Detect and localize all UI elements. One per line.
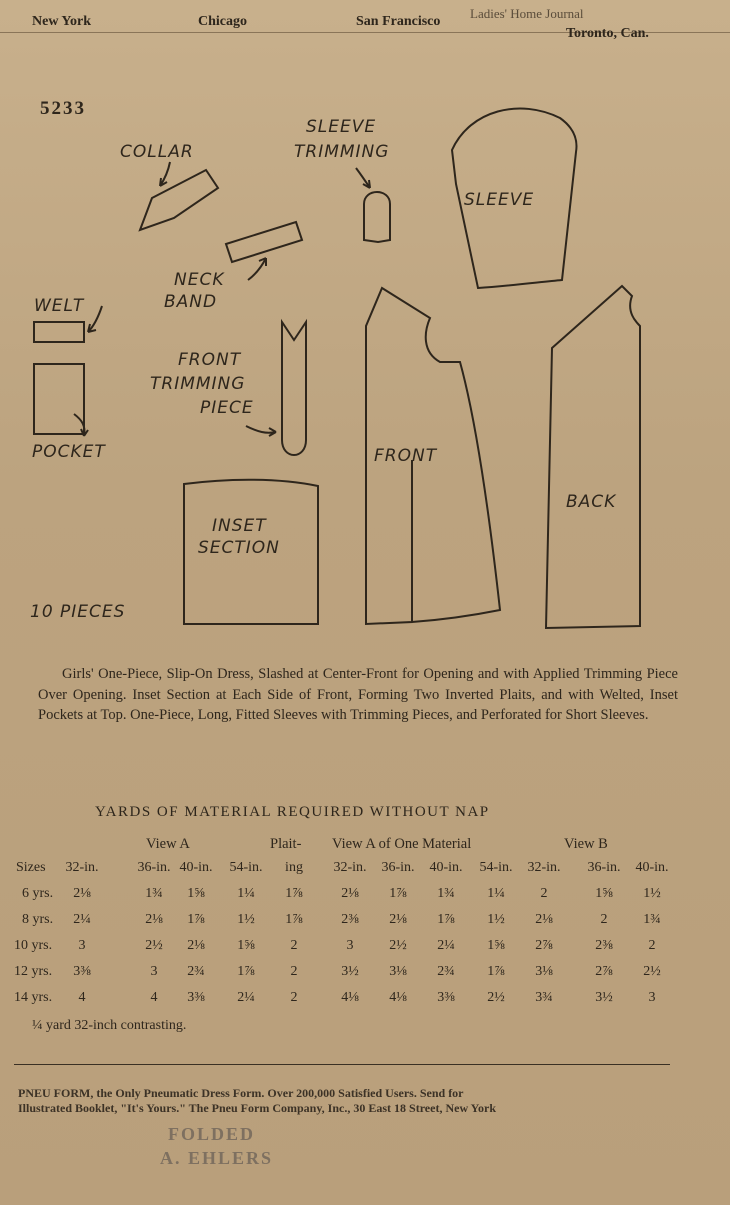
yardage-cell: 2 — [290, 964, 298, 979]
label-front-trimming-1: FRONT — [178, 350, 242, 370]
yardage-cell: 2 — [540, 886, 548, 901]
yardage-cell: 1¾ — [145, 886, 163, 901]
label-neck-band-2: BAND — [164, 292, 218, 312]
yardage-cell: 4 — [150, 990, 158, 1005]
yardage-cell: 3⅛ — [535, 964, 553, 979]
yardage-cell: 2⅞ — [535, 938, 553, 953]
yardage-cell: 3⅜ — [73, 964, 91, 979]
welt-arrow — [88, 306, 102, 332]
yardage-cell: 4⅛ — [341, 990, 359, 1005]
yardage-cell: 2⅛ — [187, 938, 205, 953]
contrasting-note: ¼ yard 32-inch contrasting. — [32, 1018, 187, 1033]
yardage-cell: 1½ — [643, 886, 661, 901]
yardage-cell: 2¾ — [437, 964, 455, 979]
yardage-cell: 1⅞ — [285, 886, 303, 901]
city-toronto: Toronto, Can. — [566, 26, 649, 41]
back-piece — [546, 286, 640, 628]
yardage-cell: 3 — [346, 938, 354, 953]
column-header: 36-in. — [587, 860, 621, 875]
column-header: 32-in. — [65, 860, 99, 875]
yardage-cell: 1¼ — [487, 886, 505, 901]
collar-piece — [140, 170, 218, 230]
sizes-header: Sizes — [16, 860, 46, 875]
yardage-cell: 1⅞ — [437, 912, 455, 927]
pocket-arrow — [74, 414, 88, 436]
sleeve-trimming-arrow — [356, 168, 370, 188]
divider-rule — [14, 1064, 670, 1065]
yardage-cell: 2⅛ — [73, 886, 91, 901]
yardage-cell: 2⅛ — [341, 886, 359, 901]
yardage-cell: 2⅛ — [535, 912, 553, 927]
yardage-cell: 1¼ — [237, 886, 255, 901]
yardage-cell: 1¾ — [437, 886, 455, 901]
label-inset-2: SECTION — [198, 538, 280, 558]
yardage-cell: 2¼ — [237, 990, 255, 1005]
yardage-cell: 3½ — [341, 964, 359, 979]
column-header: 32-in. — [527, 860, 561, 875]
stamp-folded: FOLDED — [168, 1124, 256, 1144]
yardage-cell: 2½ — [643, 964, 661, 979]
yardage-cell: 3⅜ — [437, 990, 455, 1005]
yardage-cell: 1⅞ — [285, 912, 303, 927]
yardage-cell: 3 — [150, 964, 158, 979]
stamp-name: A. EHLERS — [160, 1148, 274, 1168]
yardage-cell: 3 — [648, 990, 656, 1005]
yardage-title: YARDS OF MATERIAL REQUIRED WITHOUT NAP — [95, 804, 490, 820]
yardage-cell: 2½ — [487, 990, 505, 1005]
column-header: 40-in. — [429, 860, 463, 875]
yardage-cell: 2 — [290, 990, 298, 1005]
label-sleeve-trimming-1: SLEEVE — [306, 117, 377, 137]
label-front-trimming-2: TRIMMING — [150, 374, 246, 394]
front-trimming-piece — [282, 322, 306, 455]
label-pocket: POCKET — [32, 442, 106, 462]
yardage-cell: 2½ — [389, 938, 407, 953]
yardage-cell: 4 — [78, 990, 86, 1005]
pattern-description: Girls' One-Piece, Slip-On Dress, Slashed at Center-Front for Opening and with Applied Trimming Piece Over Opening. Inset Section at Each Side of Front, Forming Two Inverted Plaits, and with Welted, Inset Pockets at Top. One-Piece, Long, Fitted Sleeves with Trimming Pieces, and Perforated for Short Sleeves. — [38, 666, 678, 723]
size-label: 10 yrs. — [14, 938, 53, 953]
label-neck-band-1: NECK — [174, 270, 225, 290]
label-sleeve-trimming-2: TRIMMING — [294, 142, 390, 162]
label-collar: COLLAR — [120, 142, 194, 162]
size-label: 6 yrs. — [22, 886, 54, 901]
yardage-cell: 2½ — [145, 938, 163, 953]
neck-band-arrow — [248, 258, 266, 280]
front-trimming-arrow — [246, 426, 276, 436]
yardage-cell: 3 — [78, 938, 86, 953]
column-header: 54-in. — [479, 860, 513, 875]
yardage-cell: 2¼ — [437, 938, 455, 953]
yardage-cell: 1⅞ — [187, 912, 205, 927]
yardage-cell: 4⅛ — [389, 990, 407, 1005]
label-inset-1: INSET — [212, 516, 267, 536]
yardage-cell: 3¾ — [535, 990, 553, 1005]
label-back: BACK — [566, 492, 617, 512]
yardage-cell: 2¾ — [187, 964, 205, 979]
yardage-cell: 1⅝ — [487, 938, 505, 953]
welt-piece — [34, 322, 84, 342]
yardage-cell: 2⅛ — [145, 912, 163, 927]
yardage-cell: 2 — [290, 938, 298, 953]
advert-line-1: PNEU FORM, the Only Pneumatic Dress Form. Over 200,000 Satisfied Users. Send for — [18, 1086, 464, 1100]
advert-line-2: Illustrated Booklet, "It's Yours." The Pneu Form Company, Inc., 30 East 18 Street, New York — [18, 1101, 496, 1115]
yardage-cell: 1¾ — [643, 912, 661, 927]
yardage-cell: 2 — [600, 912, 608, 927]
yardage-cell: 2⅛ — [389, 912, 407, 927]
yardage-cell: 2 — [648, 938, 656, 953]
collar-arrow — [160, 162, 170, 186]
sleeve-trimming-piece — [364, 192, 390, 242]
column-header: 32-in. — [333, 860, 367, 875]
group-plaiting-1: Plait- — [270, 836, 302, 852]
size-label: 12 yrs. — [14, 964, 53, 979]
column-header: 54-in. — [229, 860, 263, 875]
column-header: 40-in. — [179, 860, 213, 875]
yardage-cell: 1⅞ — [237, 964, 255, 979]
group-view-a: View A — [146, 836, 190, 852]
yardage-cell: 1⅞ — [487, 964, 505, 979]
yardage-cell: 3⅜ — [187, 990, 205, 1005]
yardage-cell: 2⅜ — [595, 938, 613, 953]
label-welt: WELT — [34, 296, 85, 316]
label-front: FRONT — [374, 446, 438, 466]
yardage-cell: 1⅝ — [187, 886, 205, 901]
size-label: 14 yrs. — [14, 990, 53, 1005]
group-view-b: View B — [564, 836, 608, 852]
yardage-cell: 1⅝ — [237, 938, 255, 953]
yardage-cell: 1⅞ — [389, 886, 407, 901]
column-header: 36-in. — [381, 860, 415, 875]
yardage-cell: 2⅜ — [341, 912, 359, 927]
size-label: 8 yrs. — [22, 912, 54, 927]
group-plaiting-2: ing — [285, 860, 303, 875]
city-san-francisco: San Francisco — [356, 14, 441, 29]
column-header: 36-in. — [137, 860, 171, 875]
group-view-a-one-material: View A of One Material — [332, 836, 472, 852]
publisher-fragment: Ladies' Home Journal — [470, 6, 584, 21]
pocket-piece — [34, 364, 84, 434]
city-new-york: New York — [32, 14, 91, 29]
label-sleeve: SLEEVE — [464, 190, 535, 210]
pattern-number: 5233 — [40, 98, 86, 119]
yardage-cell: 3½ — [595, 990, 613, 1005]
pneu-form-advert — [18, 1086, 668, 1116]
yardage-cell: 1⅝ — [595, 886, 613, 901]
city-chicago: Chicago — [198, 14, 247, 29]
yardage-cell: 1½ — [237, 912, 255, 927]
yardage-cell: 3⅛ — [389, 964, 407, 979]
column-header: 40-in. — [635, 860, 669, 875]
yardage-cell: 2¼ — [73, 912, 91, 927]
label-front-trimming-3: PIECE — [200, 398, 254, 418]
neck-band-piece — [226, 222, 302, 262]
label-piece-count: 10 PIECES — [30, 602, 126, 622]
yardage-cell: 2⅞ — [595, 964, 613, 979]
yardage-cell: 1½ — [487, 912, 505, 927]
